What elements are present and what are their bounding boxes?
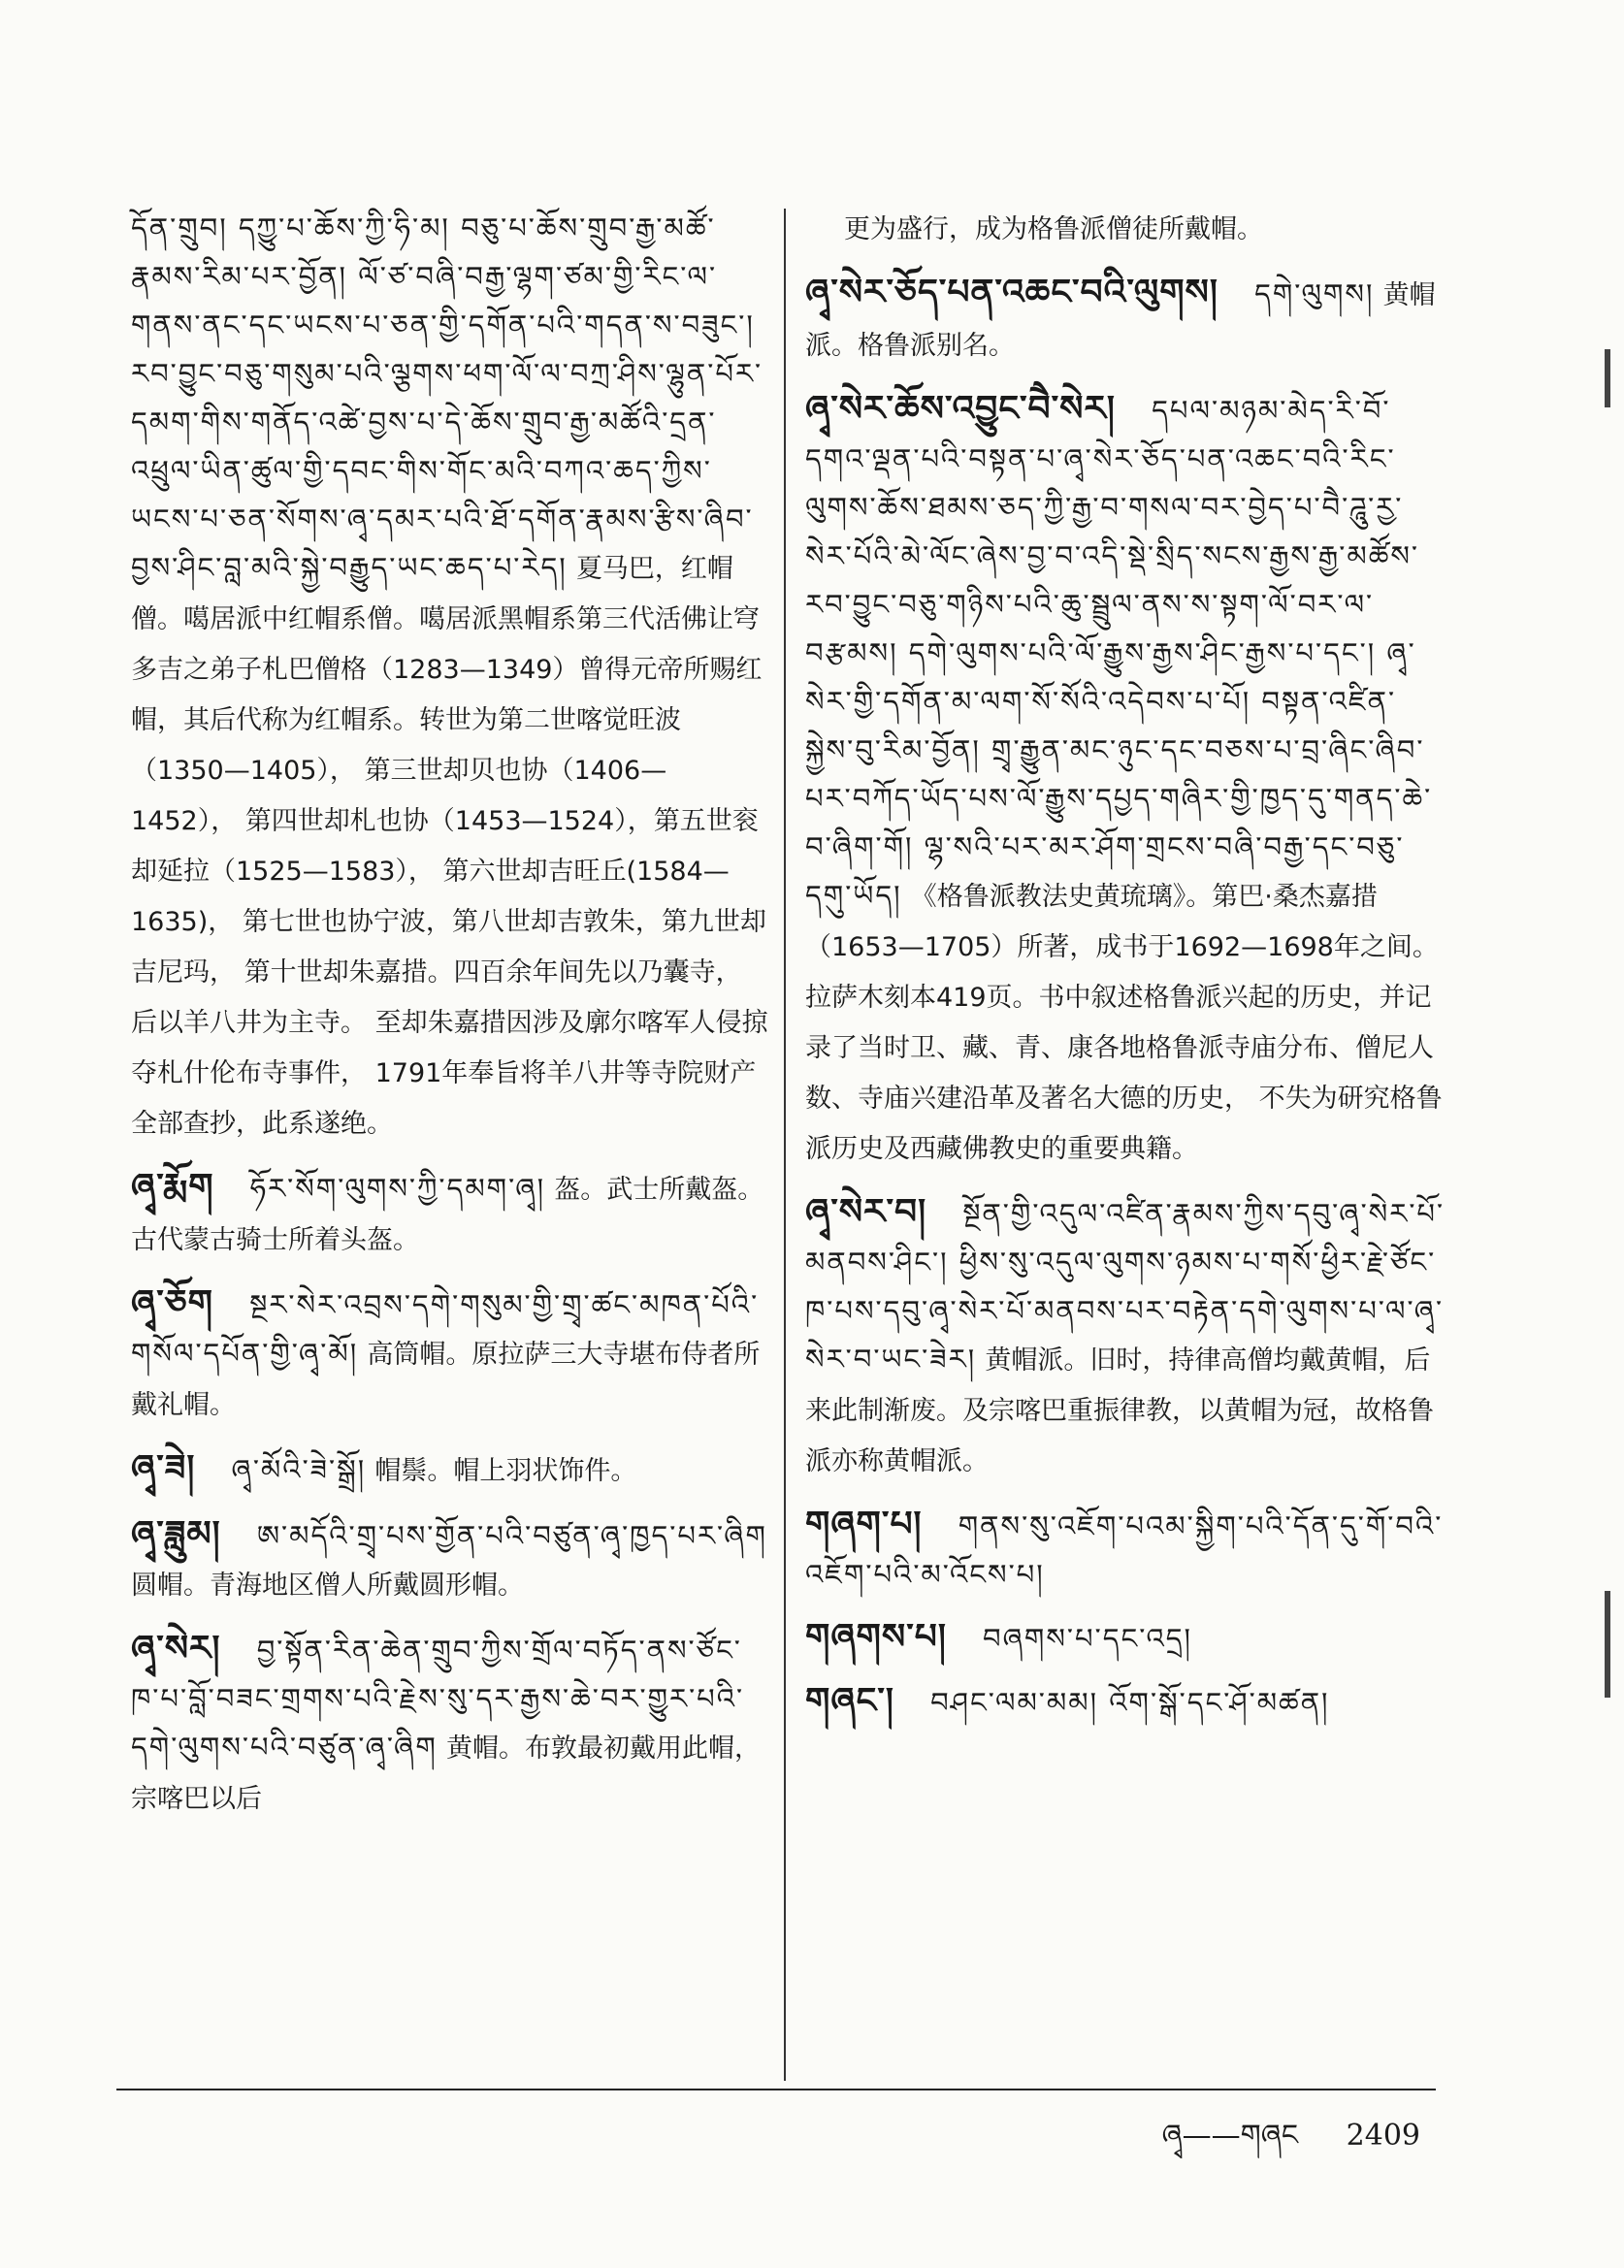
dictionary-entry [805,268,1445,371]
entry-chinese: 盔。武士所戴盔。古代蒙古骑士所着头盔。 [131,1175,764,1255]
dictionary-entry [131,1162,771,1265]
entry-chinese: 《格鲁派教法史黄琉璃》。第巴·桑杰嘉措（1653—1705）所著，成书于1692—1698年之间。拉萨木刻本419页。书中叙述格鲁派兴起的历史，并记录了当时卫、藏、青、康各地格鲁派寺庙分布、僧尼人数、寺庙兴建沿革及著名大德的历史， 不失为研究格鲁派历史及西藏佛教史的重要典籍。 [805,882,1443,1164]
dictionary-entry [805,1612,1445,1663]
dictionary-entry [131,1279,771,1430]
dictionary-entry [805,204,1445,254]
dictionary-entry [131,204,771,1149]
dictionary-entry [805,1676,1445,1727]
entry-tibetan: སྔོན་གྱི་འདུལ་འཛིན་རྣམས་ཀྱིས་དབུ་ཞྭ་སེར་པོ་མནབས་ཤིང་། ཕྱིས་སུ་འདུལ་ལུགས་ཉམས་པ་གསོ་ཕྱིར་རྗེ་ཙོང་ཁ་པས་དབུ་ཞྭ་སེར་པོ་མནབས་པར་བརྟེན་དགེ་ལུགས་པ་ལ་ཞྭ་སེར་བ་ཡང་ཟེར། [805,1197,1445,1376]
page-range: ཞྭ——གཞང [1161,2119,1299,2153]
column-divider [784,209,786,2081]
dictionary-entry [805,1187,1445,1486]
page-number: 2409 [1346,2119,1420,2153]
dictionary-entry [805,384,1445,1174]
entry-tibetan: ཞྭ་མོའི་ཟེ་སྒྲོ། [231,1453,367,1486]
entry-chinese: 黄帽。布敦最初戴用此帽，宗喀巴以后 [131,1733,761,1814]
right-column [805,204,1445,1740]
entry-chinese: 黄帽派。格鲁派别名。 [805,280,1436,361]
entry-headword: གཞགས་པ། [805,1616,947,1657]
entry-tibetan: གནས་སུ་འཇོག་པའམ་སྐྱིག་པའི་དོན་དུ་གོ་བའི་འཇོག་པའི་མ་འོངས་པ། [805,1509,1444,1591]
entry-tibetan: དཔལ་མཉམ་མེད་རི་བོ་དགའ་ལྡན་པའི་བསྟན་པ་ཞྭ་སེར་ཅོད་པན་འཆང་བའི་རིང་ལུགས་ཆོས་ཐམས་ཅད་ཀྱི་རྒྱ་བ་གསལ་བར་བྱེད་པ་བཻ་ཌཱུ་རྱ་སེར་པོའི་མེ་ལོང་ཞེས་བྱ་བ་འདི་སྡེ་སྲིད་སངས་རྒྱས་རྒྱ་མཚོས་རབ་བྱུང་བཅུ་གཉིས་པའི་ཆུ་སྦྲུལ་ནས་ས་སྟག་ལོ་བར་ལ་བརྩམས། དགེ་ལུགས་པའི་ལོ་རྒྱུས་རྒྱས་ཤིང་རྒྱས་པ་དང་། ཞྭ་སེར་གྱི་དགོན་མ་ལག་སོ་སོའི་འདེབས་པ་པོ། བསྟན་འཛིན་སྐྱེས་བུ་རིམ་བྱོན། གྲྭ་རྒྱུན་མང་ཉུང་དང་བཅས་པ་བྲ་ཞིང་ཞིབ་པར་བཀོད་ཡོད་པས་ལོ་རྒྱུས་དཔྱད་གཞིར་གྱི་ཁྱད་དུ་གནད་ཆེ་བ་ཞིག་གོ། ལྷ་སའི་པར་མར་ཤོག་གྲངས་བཞི་བརྒྱ་དང་བཅུ་དགུ་ཡོད། [805,394,1433,912]
footer-rule [116,2089,1436,2090]
entry-headword: ཞྭ་སེར་ཅོད་པན་འཆང་བའི་ལུགས། [805,272,1218,312]
dictionary-entry [131,1509,771,1610]
entry-tibetan: ཨ་མདོའི་གྲྭ་པས་གྱོན་པའི་བཙུན་ཞྭ་ཁྱད་པར་ཞིག [256,1519,767,1552]
entry-tibetan: དགེ་ལུགས། [1254,277,1375,310]
entry-headword: གཞང་། [805,1680,894,1721]
page-footer [1162,2103,1420,2185]
entry-tibetan: དོན་གྲུབ། དཀྱུ་པ་ཆོས་ཀྱི་ཧི་མ། བཅུ་པ་ཆོས་གྲུབ་རྒྱ་མཚོ་རྣམས་རིམ་པར་བྱོན། ལོ་ཙ་བཞི་བརྒྱ་ལྷག་ཙམ་གྱི་རིང་ལ་གནས་ནང་དང་ཡངས་པ་ཅན་གྱི་དགོན་པའི་གདན་ས་བཟུང་། རབ་བྱུང་བཅུ་གསུམ་པའི་ལྕགས་ཕག་ལོ་ལ་བཀྲ་ཤིས་ལྷུན་པོར་དམག་གིས་གནོད་འཚེ་བྱས་པ་དེ་ཆོས་གྲུབ་རྒྱ་མཚོའི་དྲན་འཕྲུལ་ཡིན་ཚུལ་གྱི་དབང་གིས་གོང་མའི་བཀའ་ཆད་ཀྱིས་ཡངས་པ་ཅན་སོགས་ཞྭ་དམར་པའི་ཐོ་དགོན་རྣམས་རྩིས་ཞིབ་བྱས་ཤིང་བླ་མའི་སྐྱེ་བརྒྱུད་ཡང་ཆད་པ་རེད། [131,211,763,584]
entry-headword: ཞྭ་སེར། [131,1628,221,1669]
entry-headword: ཞྭ་སེར་ཆོས་འབྱུང་བཻ་སེར། [805,388,1116,429]
entry-chinese: 黄帽派。旧时，持律高僧均戴黄帽，后来此制渐废。及宗喀巴重振律教，以黄帽为冠，故格鲁派亦称黄帽派。 [805,1345,1434,1476]
entry-tibetan: བཞགས་པ་དང་འདྲ། [983,1622,1192,1655]
scan-margin-mark [1605,1591,1610,1698]
entry-tibetan: སྔར་སེར་འབྲས་དགེ་གསུམ་གྱི་གྲྭ་ཚང་མཁན་པོའི་གསོལ་དཔོན་གྱི་ཞྭ་མོ། [131,1288,760,1370]
dictionary-entry [131,1443,771,1496]
entry-headword: གཞག་པ། [805,1504,923,1544]
left-column [131,204,771,1837]
entry-chinese: 高筒帽。原拉萨三大寺堪布侍者所戴礼帽。 [131,1340,761,1420]
entry-chinese: 更为盛行，成为格鲁派僧徒所戴帽。 [844,214,1263,244]
entry-headword: ཞྭ་རྨོག [131,1166,214,1207]
entry-headword: ཞྭ་ཟེ། [131,1447,196,1488]
scan-margin-mark [1605,349,1610,407]
dictionary-entry [131,1624,771,1824]
entry-chinese: 夏马巴，红帽僧。噶居派中红帽系僧。噶居派黑帽系第三代活佛让穹多吉之弟子札巴僧格（1283—1349）曾得元帝所赐红帽，其后代称为红帽系。转世为第二世喀觉旺波（1350—1405）， 第三世却贝也协（1406—1452）， 第四世却札也协（1453—1524），第五世衮却延拉（1525—1583）， 第六世却吉旺丘(1584—1635)， 第七世也协宁波，第八世却吉敦朱，第九世却吉尼玛， 第十世却朱嘉措。四百余年间先以乃囊寺， 后以羊八井为主寺。 至却朱嘉措因涉及廓尔喀军人侵掠夺札什伦布寺事件， 1791年奉旨将羊八井等寺院财产全部查抄，此系遂绝。 [131,554,768,1139]
entry-tibetan: བཤང་ལམ་མམ། འོག་སྒོ་དང་ཤོ་མཚན། [930,1686,1330,1719]
entry-headword: ཞྭ་སེར་བ། [805,1191,927,1232]
entry-chinese: 帽鬃。帽上羽状饰件。 [374,1456,637,1486]
entry-headword: ཞྭ་ཅོག [131,1282,214,1323]
entry-chinese: 圆帽。青海地区僧人所戴圆形帽。 [131,1571,524,1601]
entry-tibetan: བྱ་སྟོན་རིན་ཆེན་གྲུབ་ཀྱིས་གྲོལ་བཏོད་ནས་ཙོང་ཁ་པ་བློ་བཟང་གྲགས་པའི་རྗེས་སུ་དར་རྒྱས་ཆེ་བར་གྱུར་པའི་དགེ་ལུགས་པའི་བཙུན་ཞྭ་ཞིག [131,1634,745,1764]
dictionary-entry [805,1500,1445,1599]
entry-headword: ཞྭ་ཟླུམ། [131,1513,221,1554]
entry-tibetan: ཧོར་སོག་ལུགས་ཀྱི་དམག་ཞྭ། [249,1172,546,1205]
